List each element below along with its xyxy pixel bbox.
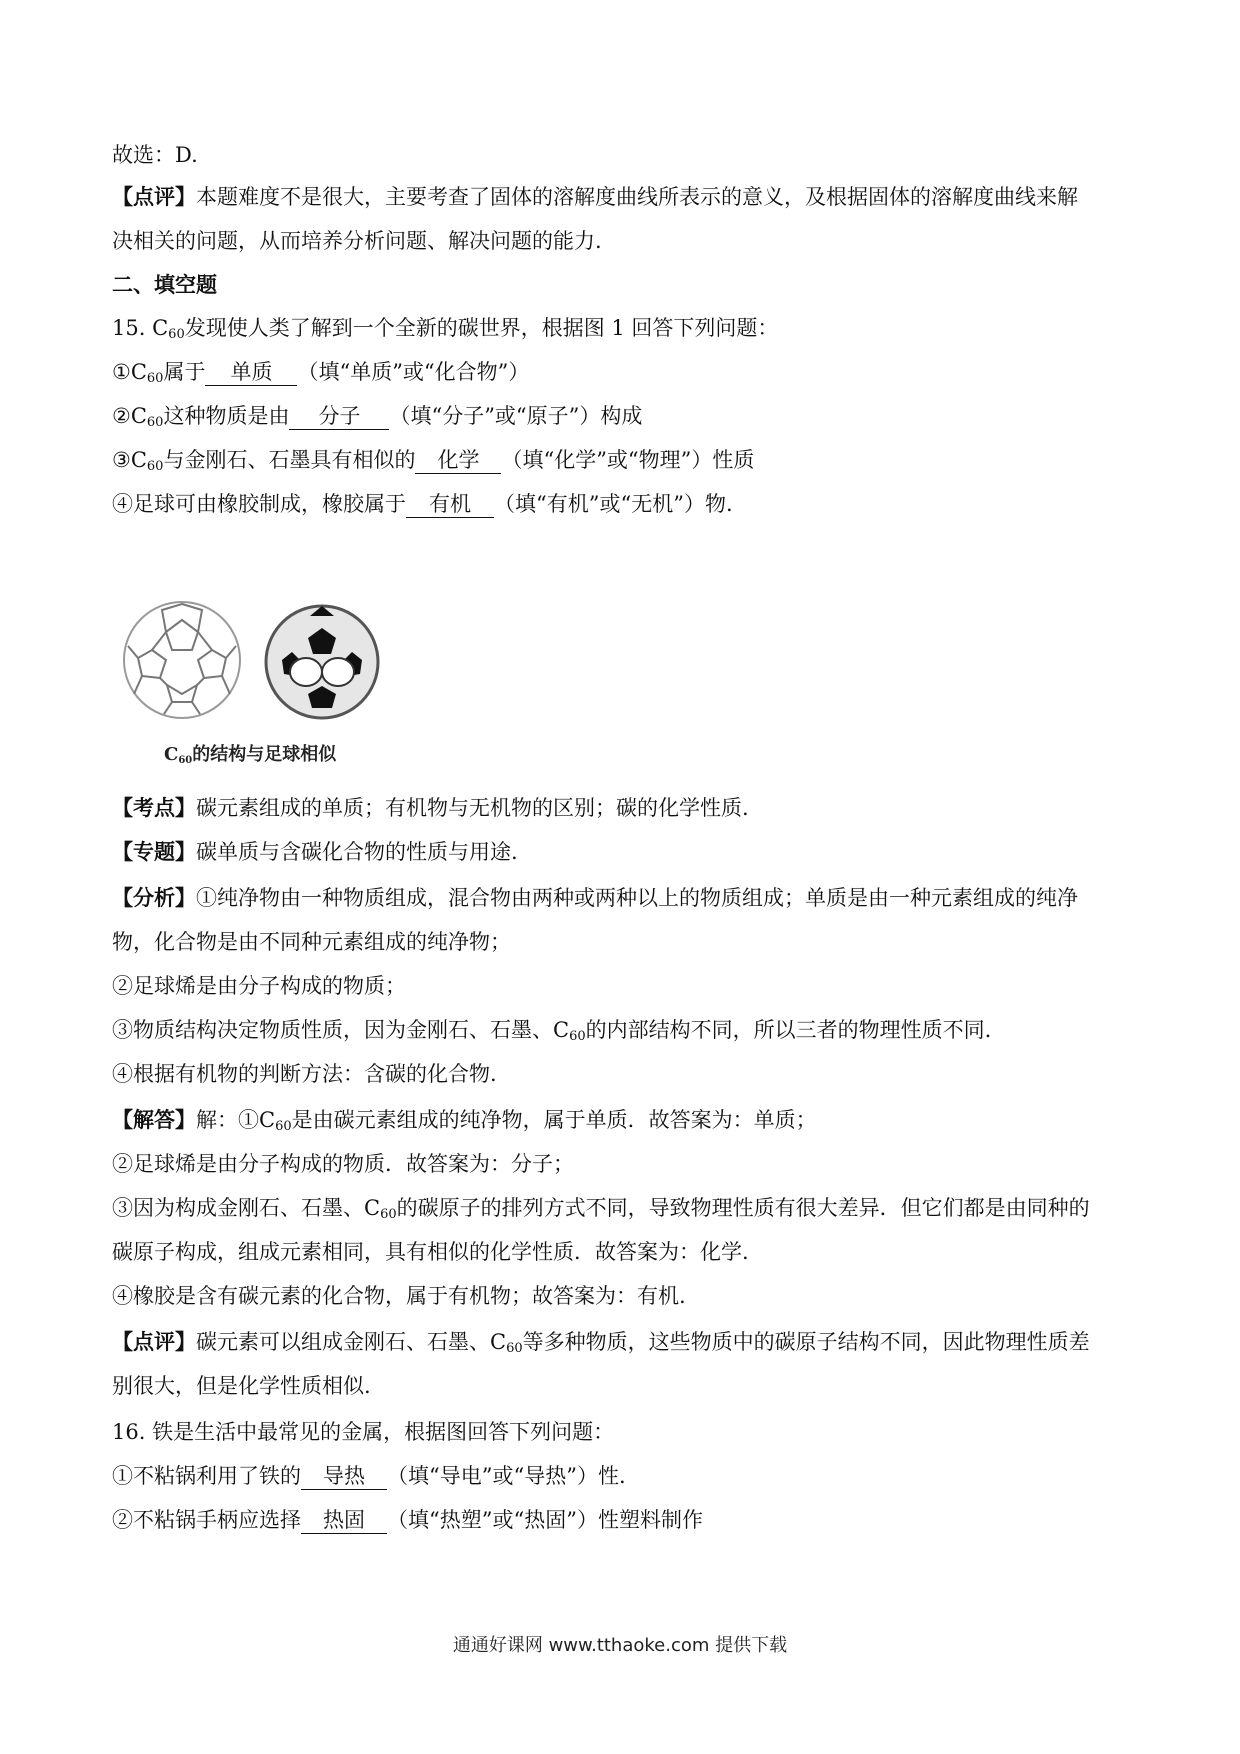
soccer-ball-icon — [266, 606, 378, 718]
solution-line-4: 碳原子构成，组成元素相同，具有相似的化学性质．故答案为：化学. — [112, 1240, 749, 1264]
page-footer: 通通好课网 www.tthaoke.com 提供下载 — [452, 1635, 788, 1656]
answer-line: 故选：D. — [112, 143, 198, 167]
c60-figure — [112, 590, 402, 772]
analysis-line-2: 物，化合物是由不同种元素组成的纯净物； — [112, 930, 511, 954]
solution-line-3: ③因为构成金刚石、石墨、$C_{60}$的碳原子的排列方式不同，导致物理性质有很大差异．但它们都是由同种的 — [112, 1196, 1090, 1222]
question-15-part-2: $②C_{60}$这种物质是由 分子 （填“分子”或“原子”）构成 — [112, 404, 643, 430]
review-line-2: 决相关的问题，从而培养分析问题、解决问题的能力. — [112, 229, 602, 253]
question-16-part-2: ②不粘锅手柄应选择 热固 （填“热塑”或“热固”）性塑料制作 — [112, 1508, 703, 1532]
review-line-1: 【点评】本题难度不是很大，主要考查了固体的溶解度曲线所表示的意义，及根据固体的溶解度曲线来解 — [112, 184, 1078, 209]
answer-blank: 单质 — [205, 359, 297, 386]
c60-molecule-icon — [124, 602, 240, 718]
question-15-part-3: $③C_{60}$与金刚石、石墨具有相似的 化学 （填“化学”或“物理”）性质 — [112, 448, 755, 474]
figure-caption: C60的结构与足球相似 — [164, 744, 337, 766]
analysis-line-4: ③物质结构决定物质性质，因为金刚石、石墨、$C_{60}$的内部结构不同，所以三者的物理性质不同. — [112, 1018, 992, 1044]
section-heading: 二、填空题 — [112, 272, 217, 297]
answer-blank: 热固 — [301, 1507, 387, 1534]
analysis-line-3: ②足球烯是由分子构成的物质； — [112, 974, 406, 998]
answer-blank: 分子 — [289, 403, 389, 430]
solution-line-5: ④橡胶是含有碳元素的化合物，属于有机物；故答案为：有机. — [112, 1284, 686, 1308]
analysis-line-5: ④根据有机物的判断方法：含碳的化合物. — [112, 1062, 497, 1086]
answer-blank: 导热 — [301, 1463, 387, 1490]
question-16-part-1: ①不粘锅利用了铁的 导热 （填“导电”或“导热”）性. — [112, 1464, 626, 1488]
answer-blank: 化学 — [415, 447, 501, 474]
solution-line-2: ②足球烯是由分子构成的物质．故答案为：分子； — [112, 1152, 574, 1176]
question-15-part-4: ④足球可由橡胶制成，橡胶属于 有机 （填“有机”或“无机”）物. — [112, 492, 733, 516]
c60-illustration — [112, 590, 402, 772]
answer-blank: 有机 — [406, 491, 494, 518]
analysis-line-1: 【分析】①纯净物由一种物质组成，混合物由两种或两种以上的物质组成；单质是由一种元素组成的纯净 — [112, 885, 1078, 910]
question-15: 15. $C_{60}$发现使人类了解到一个全新的碳世界，根据图 1 回答下列问题： — [112, 316, 779, 342]
subject-line: 【专题】碳单质与含碳化合物的性质与用途. — [112, 839, 518, 864]
topic-line: 【考点】碳元素组成的单质；有机物与无机物的区别；碳的化学性质. — [112, 795, 749, 820]
comment-line-2: 别很大，但是化学性质相似. — [112, 1374, 371, 1398]
question-15-part-1: $①C_{60}$属于 单质 （填“单质”或“化合物”） — [112, 360, 530, 386]
solution-line-1: 【解答】解：$①C_{60}$是由碳元素组成的纯净物，属于单质．故答案为：单质； — [112, 1107, 817, 1134]
comment-line-1: 【点评】碳元素可以组成金刚石、石墨、$C_{60}$等多种物质，这些物质中的碳原子结构不同，因此物理性质差 — [112, 1329, 1090, 1356]
question-16: 16. 铁是生活中最常见的金属，根据图回答下列问题： — [112, 1420, 615, 1444]
